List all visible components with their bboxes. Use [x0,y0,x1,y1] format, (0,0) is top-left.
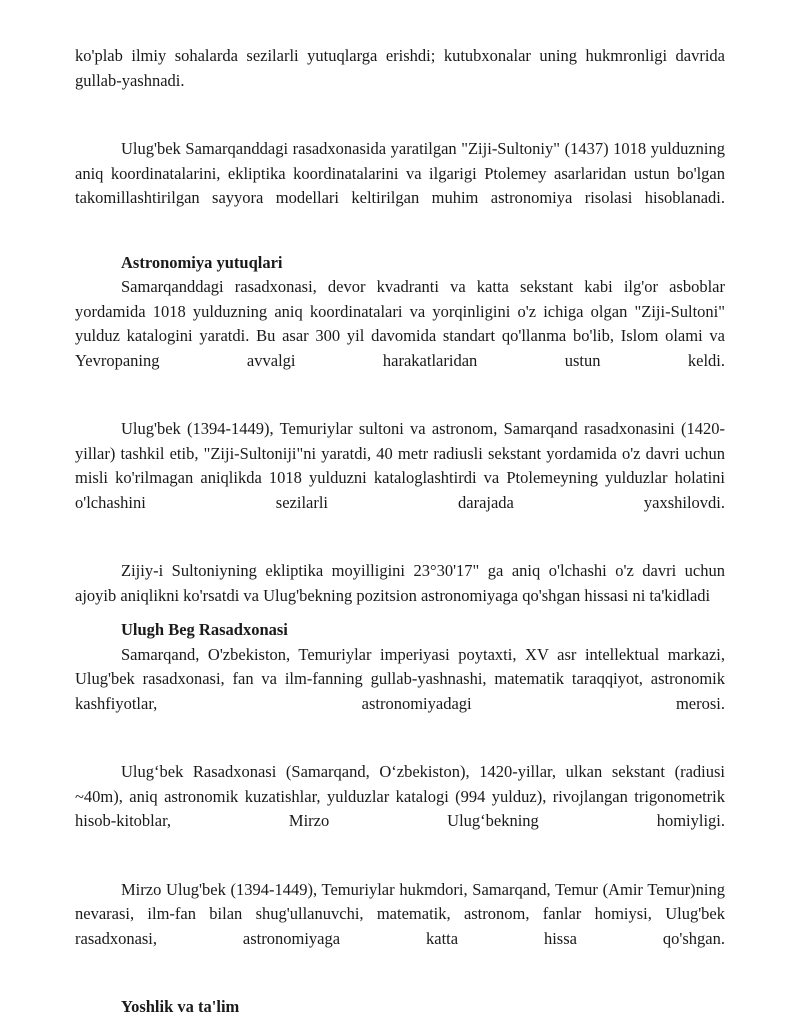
paragraph-mirzo-ulugbek: Mirzo Ulug'bek (1394-1449), Temuriylar hukmdori, Samarqand, Temur (Amir Temur)ning nevarasi, ilm-fan bilan shug'ullanuvchi, matematik, astronom, fanlar homiysi, Ulug'bek rasadxonasi, astronomiyaga katta hissa qo'shgan. [75,879,725,948]
heading-yoshlik-va-talim: Yoshlik va ta'lim [121,997,240,1016]
paragraph-intro-continuation: ko'plab ilmiy sohalarda sezilarli yutuqlarga erishdi; kutubxonalar uning hukmronligi davrida gullab-yashnadi. [75,46,725,90]
heading-astronomiya-yutuqlari: Astronomiya yutuqlari [121,252,283,272]
paragraph-ziji-sultoniy: Ulug'bek Samarqanddagi rasadxonasida yaratilgan "Ziji-Sultoniy" (1437) 1018 yulduzning aniq koordinatalarini, ekliptika koordinatalarini va ilgarigi Ptolemey asarlaridan ustun bo'lgan takomillashtirilgan sayyora modellari keltirilgan muhim astronomiya risolasi hisoblanadi. [75,139,725,207]
heading-ulugh-beg-rasadxonasi: Ulugh Beg Rasadxonasi [121,620,288,639]
paragraph-ulugbek-sultoni: Ulug'bek (1394-1449), Temuriylar sultoni va astronom, Samarqand rasadxonasini (1420-yillar) tashkil etib, "Ziji-Sultoniji"ni yaratdi, 40 metr radiusli sekstant yordamida o'z davri uchun misli ko'rilmagan aniqlikda 1018 yulduzni kataloglashtirdi va Ptolemeyning yulduzlar holatini o'lchashini sezilarli darajada yaxshilovdi. [75,419,725,512]
paragraph-rasadxona-sekstant: Ulug‘bek Rasadxonasi (Samarqand, O‘zbekiston), 1420-yillar, ulkan sekstant (radiusi ~40m), aniq astronomik kuzatishlar, yulduzlar katalogi (994 yulduz), rivojlangan trigonometrik hisob-kitoblar, Mirzo Ulug‘bekning homiyligi. [75,762,725,830]
paragraph-ekliptika-moyilligi: Zijiy-i Sultoniyning ekliptika moyilligini 23°30'17" ga aniq o'lchashi o'z davri uchun ajoyib aniqlikni ko'rsatdi va Ulug'bekning pozitsion astronomiyaga qo'shgan hissasi ni ta'kidladi [75,561,725,605]
paragraph-samarqand-ozbekiston: Samarqand, O'zbekiston, Temuriylar imperiyasi poytaxti, XV asr intellektual markazi, Ulug'bek rasadxonasi, fan va ilm-fanning gullab-yashnashi, matematik taraqqiyot, astronomik kashfiyotlar, astronomiyadagi merosi. [75,644,725,713]
document-page [75,44,725,1020]
paragraph-samarqand-rasadxonasi: Samarqanddagi rasadxonasi, devor kvadranti va katta sekstant kabi ilg'or asboblar yordamida 1018 yulduzning aniq koordinatalari va yorqinligini o'z ichiga olgan "Ziji-Sultoni" yulduz katalogini yaratdi. Bu asar 300 yil davomida standart qo'llanma bo'lib, Islom olami va Yevropaning avvalgi harakatlaridan ustun keldi. [75,277,725,370]
